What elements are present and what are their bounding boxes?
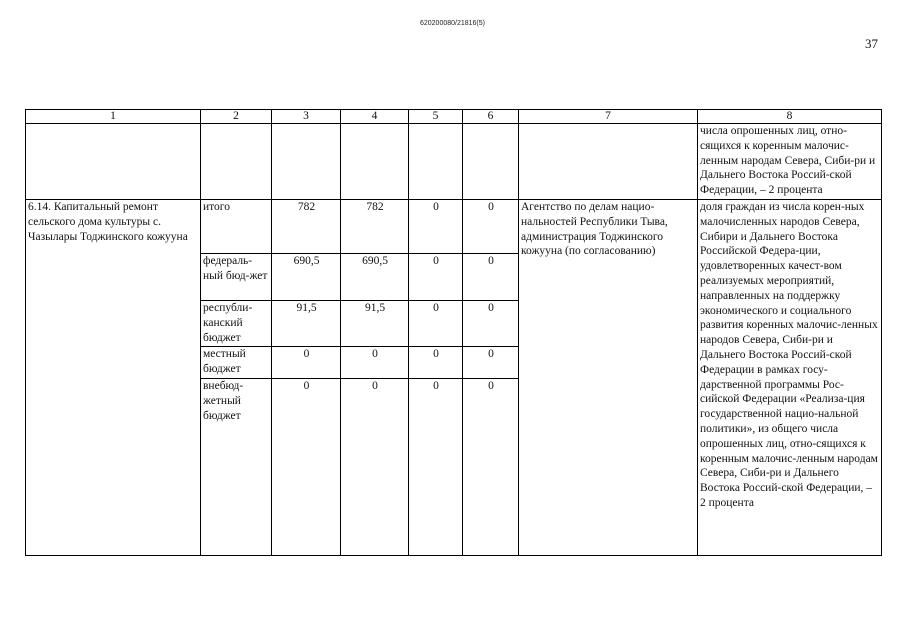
column-header: 5 bbox=[409, 110, 463, 124]
funding-source-cell: итого bbox=[201, 200, 272, 254]
funding-source-cell: местный бюджет bbox=[201, 347, 272, 379]
column-header-row bbox=[26, 110, 882, 124]
funding-source-cell: федераль-ный бюд-жет bbox=[201, 254, 272, 301]
value-cell: 91,5 bbox=[272, 301, 341, 347]
indicator-continuation-cell: числа опрошенных лиц, отно-сящихся к коренным малочис-ленным народам Севера, Сиби-ри и Дальнего Востока Россий-ской Федерации, – 2 процента bbox=[698, 124, 882, 200]
value-cell: 0 bbox=[272, 379, 341, 556]
value-cell: 782 bbox=[341, 200, 409, 254]
empty-cell bbox=[519, 124, 698, 200]
empty-cell bbox=[341, 124, 409, 200]
value-cell: 690,5 bbox=[272, 254, 341, 301]
column-header: 7 bbox=[519, 110, 698, 124]
column-header: 8 bbox=[698, 110, 882, 124]
value-cell: 0 bbox=[463, 301, 519, 347]
column-header: 6 bbox=[463, 110, 519, 124]
value-cell: 0 bbox=[341, 379, 409, 556]
table-row bbox=[26, 200, 882, 254]
value-cell: 0 bbox=[409, 347, 463, 379]
indicator-cell: доля граждан из числа корен-ных малочисленных народов Севера, Сибири и Дальнего Востока Российской Федера-ции, удовлетворенных качест-вом реализуемых мероприятий, направленных на поддержку экономического и социального развития коренных малочис-ленных народов Севера, Сиби-ри и Дальнего Востока Россий-ской Федерации в рамках госу-дарственной программы Рос-сийской Федерации «Реализа-ция государственной нацио-нальной политики», из общего числа опрошенных лиц, отно-сящихся к коренным малочис-ленным народам Севера, Сиби-ри и Дальнего Востока Россий-ской Федерации, – 2 процента bbox=[698, 200, 882, 556]
value-cell: 91,5 bbox=[341, 301, 409, 347]
program-table bbox=[25, 109, 882, 556]
value-cell: 0 bbox=[409, 379, 463, 556]
empty-cell bbox=[463, 124, 519, 200]
column-header: 2 bbox=[201, 110, 272, 124]
value-cell: 0 bbox=[341, 347, 409, 379]
value-cell: 0 bbox=[463, 254, 519, 301]
empty-cell bbox=[272, 124, 341, 200]
value-cell: 782 bbox=[272, 200, 341, 254]
executor-cell: Агентство по делам нацио-нальностей Республики Тыва, администрация Тоджинского кожууна (по согласованию) bbox=[519, 200, 698, 556]
value-cell: 0 bbox=[409, 301, 463, 347]
value-cell: 0 bbox=[409, 254, 463, 301]
value-cell: 0 bbox=[463, 200, 519, 254]
continuation-row bbox=[26, 124, 882, 200]
page-number: 37 bbox=[865, 36, 878, 51]
document-code: 620200080/21816(5) bbox=[419, 20, 485, 27]
value-cell: 0 bbox=[272, 347, 341, 379]
item-title-cell: 6.14. Капитальный ремонт сельского дома культуры с. Чазылары Тоджинского кожууна bbox=[26, 200, 201, 556]
value-cell: 0 bbox=[409, 200, 463, 254]
column-header: 1 bbox=[26, 110, 201, 124]
value-cell: 0 bbox=[463, 347, 519, 379]
column-header: 3 bbox=[272, 110, 341, 124]
empty-cell bbox=[26, 124, 201, 200]
column-header: 4 bbox=[341, 110, 409, 124]
funding-source-cell: республи-канский бюджет bbox=[201, 301, 272, 347]
funding-source-cell: внебюд-жетный бюджет bbox=[201, 379, 272, 556]
empty-cell bbox=[409, 124, 463, 200]
value-cell: 690,5 bbox=[341, 254, 409, 301]
value-cell: 0 bbox=[463, 379, 519, 556]
empty-cell bbox=[201, 124, 272, 200]
